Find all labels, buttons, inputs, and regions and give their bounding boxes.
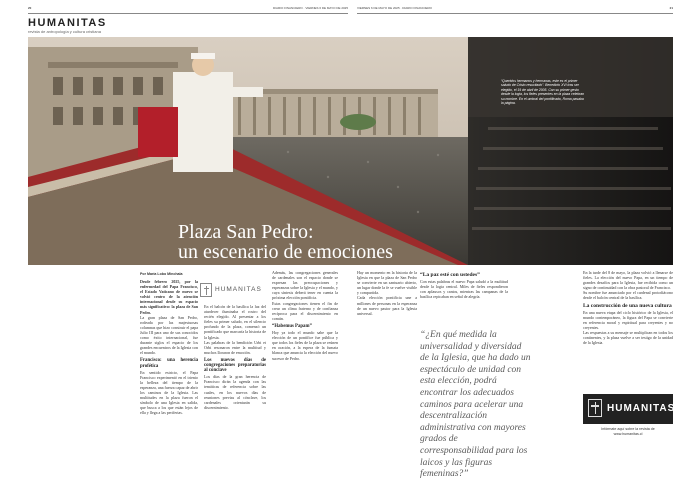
col1-para-3: En sentido estricto, el Papa Francisco experimentó en el trienio la belleza del tiempo de la esperanza, una fuerza capaz de abrir los caminos de la Iglesia. Las multitudes en la plaza fueron el símbolo de una Iglesia en salida, que busca a los que están lejos de ella y llega a las periferias.	[140, 369, 198, 416]
ad-banner	[583, 394, 676, 424]
col2-para-2: Las palabras de la bendición Urbi et Orbi resonaron entre la multitud y muchos lloraron de emoción.	[204, 339, 266, 355]
article-column-1	[140, 279, 198, 454]
col4-para-2: Cada elección pontificia une a millones de personas en la esperanza de un nuevo pastor para la Iglesia universal.	[357, 295, 417, 316]
col3-para-3: Hoy ya todo el mundo sabe que la elección de un pontífice fue pública y que todos los fieles de la plaza se reúnen en oración, a la espera de la fumata blanca que anuncia la elección del nuevo sucesor de Pedro.	[272, 330, 338, 361]
headline-line-2: un escenario de emociones	[178, 241, 393, 263]
article-headline	[178, 222, 393, 262]
col1-subhead: Francisco: una herencia profética	[140, 358, 198, 369]
col2-para-3: Los días de la gran herencia de Francisco dirán la agenda con las temáticas de referencia sobre las cuales, en los nuevos días de reuniones previas al cónclave, los cardenales orientarán su discernimiento.	[204, 374, 266, 410]
section-subtitle: revista de antropología y cultura cristiana	[28, 29, 101, 34]
section-title: HUMANITAS	[28, 17, 107, 29]
article-column-4b	[420, 270, 508, 326]
col4-para-1: Hay un momento en la historia de la Iglesia en que la plaza de San Pedro se convierte en un santuario abierto, un lugar donde la fe se vuelve visible y compartida.	[357, 270, 417, 296]
col3-para-2: Estas congregaciones tienen el fin de crear un clima fraterno y de confianza recíproca para el discernimiento en común.	[272, 300, 338, 321]
humanitas-logo-inline	[200, 283, 262, 299]
col5-para-3: En una nueva etapa del ciclo histórico de la Iglesia, el mundo contemporáneo, la figura del Papa se convierte en referencia moral y espiritual para creyentes y no creyentes.	[583, 309, 673, 330]
humanitas-ad[interactable]	[583, 394, 676, 450]
col1-para-1: Desde febrero 2025, por la enfermedad del Papa Francisco, el Estado Vaticano de nuevo se volvió centro de la atención internacional desde su espacio más significativo: la plaza de San Pedro.	[140, 279, 198, 315]
left-page-number: 20	[28, 6, 32, 10]
col5-para-1: En la tarde del 8 de mayo, la plaza volvió a llenarse de fieles. La elección del nuevo Papa, en un tiempo de grandes desafíos para la Iglesia, fue recibida como un signo de continuidad con la obra pastoral de Francisco.	[583, 270, 673, 291]
cross-logo-icon	[588, 399, 602, 417]
col5-para-2: Su nombre fue anunciado por el cardenal protodiácono desde el balcón central de la basílica.	[583, 290, 673, 301]
headline-line-1: Plaza San Pedro:	[178, 221, 314, 243]
col2-para-1: En el balcón de la basílica la luz del atardecer iluminaba el rostro del recién elegido. Al presentar a los fieles su primer saludo, en el silencio profundo de la plaza, comenzó un pontificado que marcaría la historia de la Iglesia.	[204, 304, 266, 340]
photo-caption: “Queridos hermanos y hermanas, este es el primer saludo de Cristo resucitado”. Benedicto XVI tras ser elegido, el 19 de abril de 2005. Con su primer gesto desde la logia, los fieles presentes en la plaza celebran su nombre. En el umbral del pontificado, Roma pasaba la página.	[501, 79, 585, 106]
col5-subhead: La construcción de una nueva cultura	[583, 302, 672, 309]
pull-quote: “¿En qué medida la universalidad y diversidad de la Iglesia, que ha dado un espectáculo de unidad con esta elección, podrá encontrar los adecuados caminos para acelerar una descentralización administrativa con mayores grados de corresponsabilidad para los laicos y las figuras femeninas?”	[420, 330, 531, 480]
left-header-rule	[28, 13, 348, 14]
ad-url[interactable]: www.humanitas.cl	[613, 432, 643, 436]
right-header-rule	[357, 13, 673, 14]
col5-para-4: Las respuestas a su mensaje se multiplican en todos los continentes, y la plaza vuelve a ser testigo de la unidad de la Iglesia.	[583, 330, 673, 346]
col3-para-1: Además, las congregaciones generales de cardenales son el espacio donde se expresan las preocupaciones y esperanzas sobre la Iglesia y el mundo, y cuya síntesis deberá tener en cuenta la próxima elección pontificia.	[272, 270, 338, 301]
article-column-3	[272, 270, 338, 454]
col4-para-3: Con estas palabras el nuevo Papa saludó a la multitud desde la logia central. Miles de fieles respondieron con aplausos y cantos, mientras las campanas de la basílica repicaban en señal de alegría.	[420, 279, 508, 300]
right-running-head: VIERNES 6 DE MAYO DE 2025 · DIARIO FINANCIERO	[357, 6, 432, 10]
cross-logo-icon	[200, 283, 212, 297]
right-page-number: 21	[669, 6, 673, 10]
col1-para-2: La gran plaza de San Pedro, rodeada por las majestuosas columnas que hizo construir el papa Julio III para uno de sus conocidos como éxito internacional, fue durante siglos el espacio de los grandes encuentros de la Iglesia con el mundo.	[140, 314, 198, 356]
ad-brand-name: HUMANITAS	[607, 403, 676, 414]
article-column-5	[583, 270, 673, 390]
article-column-4	[357, 270, 417, 454]
article-column-2	[204, 304, 266, 454]
logo-text: HUMANITAS	[215, 286, 262, 293]
left-running-head: DIARIO FINANCIERO · VIERNES 6 DE MAYO DE 2025	[273, 6, 348, 10]
col2-subhead: Los nuevos días de congregaciones preparatorias al cónclave	[204, 357, 266, 374]
col4-subhead: “La paz esté con ustedes”	[420, 272, 480, 278]
col3-subhead: “Habemus Papam”	[272, 323, 312, 329]
byline: Por María Lobo Minchala	[140, 272, 183, 276]
ad-tagline: Infórmate aquí sobre la revista de	[601, 427, 655, 431]
